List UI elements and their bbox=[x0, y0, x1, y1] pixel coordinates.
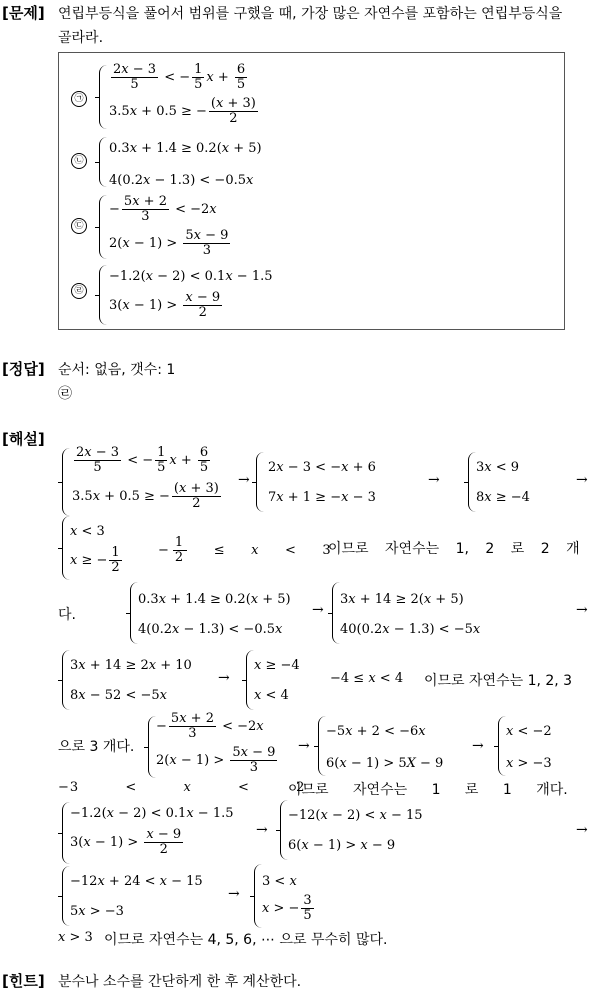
explanation-tag: [해설] bbox=[2, 430, 45, 448]
exp-3-c2: x > −3 bbox=[506, 756, 552, 771]
exp-1-d1: x < 3 bbox=[70, 524, 105, 539]
brace bbox=[99, 265, 107, 325]
option-4-ineq-2: 3(x − 1) > $\frac{x - 9}{2}$ bbox=[109, 290, 221, 320]
exp-1-c2: 8x ≥ −4 bbox=[476, 490, 530, 505]
brace bbox=[62, 516, 70, 580]
arrow: → bbox=[428, 472, 440, 488]
brace bbox=[62, 866, 70, 926]
problem-tag: [문제] bbox=[2, 4, 45, 22]
exp-3-b2: 6(x − 1) > 5X − 9 bbox=[326, 756, 444, 771]
answer-line2: ㉣ bbox=[58, 386, 72, 402]
exp-4-c1: −12x + 24 < x − 15 bbox=[70, 874, 203, 889]
option-1-ineq-2: 3.5x + 0.5 ≥ − $\frac{(x + 3)}{2}$ bbox=[109, 96, 256, 126]
exp-3-a1: − $\frac{5x + 2}{3}$ < −2x bbox=[156, 711, 264, 741]
brace bbox=[99, 137, 107, 187]
brace bbox=[99, 65, 107, 129]
brace bbox=[62, 802, 70, 864]
brace bbox=[332, 582, 340, 644]
exp-2-text: 이므로 자연수는 1, 2, 3 bbox=[424, 673, 573, 689]
exp-2-text-cont: 으로 3 개다. bbox=[58, 739, 135, 755]
exp-1-text-cont: 다. bbox=[58, 607, 76, 623]
brace bbox=[498, 716, 506, 776]
exp-4-text: 이므로 자연수는 4, 5, 6, ⋯ 으로 무수히 많다. bbox=[104, 932, 388, 948]
problem-text-line2: 골라라. bbox=[58, 30, 104, 46]
exp-2-d1: x ≥ −4 bbox=[254, 658, 300, 673]
exp-2-b2: 40(0.2x − 1.3) < −5x bbox=[340, 622, 481, 637]
exp-4-a1: −1.2(x − 2) < 0.1x − 1.5 bbox=[70, 806, 234, 821]
exp-1-range: − $\frac{1}{2}$ ≤ x < 3 bbox=[158, 535, 333, 565]
exp-2-d2: x < 4 bbox=[254, 688, 289, 703]
arrow: → bbox=[218, 670, 230, 686]
brace bbox=[256, 452, 264, 512]
exp-2-c1: 3x + 14 ≥ 2x + 10 bbox=[70, 658, 192, 673]
arrow: → bbox=[238, 472, 250, 488]
exp-3-a2: 2(x − 1) > $\frac{5x - 9}{3}$ bbox=[156, 745, 276, 775]
hint-text: 분수나 소수를 간단하게 한 후 계산한다. bbox=[58, 974, 302, 990]
exp-1-b1: 2x − 3 < −x + 6 bbox=[268, 460, 376, 475]
brace bbox=[130, 582, 138, 644]
arrow: → bbox=[576, 472, 588, 488]
arrow: → bbox=[576, 822, 588, 838]
option-1-ineq-1: $\frac{2x - 3}{5}$ < − $\frac{1}{5}$ x + $\frac{6}{5}$ bbox=[113, 62, 246, 92]
option-2-ineq-2: 4(0.2x − 1.3) < −0.5x bbox=[109, 173, 254, 188]
brace bbox=[318, 716, 326, 776]
option-label-4: ㉣ bbox=[71, 283, 87, 299]
arrow: → bbox=[298, 738, 310, 754]
option-2-ineq-1: 0.3x + 1.4 ≥ 0.2(x + 5) bbox=[109, 141, 262, 156]
exp-3-c1: x < −2 bbox=[506, 724, 552, 739]
option-3-ineq-2: 2(x − 1) > $\frac{5x - 9}{3}$ bbox=[109, 228, 229, 258]
options-box bbox=[58, 52, 565, 330]
exp-2-c2: 8x − 52 < −5x bbox=[70, 688, 167, 703]
hint-tag: [힌트] bbox=[2, 972, 45, 990]
problem-text-line1: 연립부등식을 풀어서 범위를 구했을 때, 가장 많은 자연수를 포함하는 연립부등식을 bbox=[58, 6, 563, 22]
answer-line1: 순서: 없음, 갯수: 1 bbox=[58, 362, 176, 378]
arrow: → bbox=[576, 602, 588, 618]
option-label-1: ㉠ bbox=[71, 91, 87, 107]
option-4-ineq-1: −1.2(x − 2) < 0.1x − 1.5 bbox=[109, 269, 273, 284]
exp-1-a2: 3.5x + 0.5 ≥ − $\frac{(x + 3)}{2}$ bbox=[72, 481, 219, 511]
exp-4-a2: 3(x − 1) > $\frac{x - 9}{2}$ bbox=[70, 827, 182, 857]
exp-1-d2: x ≥ − $\frac{1}{2}$ bbox=[70, 545, 120, 575]
exp-2-a1: 0.3x + 1.4 ≥ 0.2(x + 5) bbox=[138, 592, 291, 607]
brace bbox=[99, 195, 107, 259]
option-3-ineq-1: − $\frac{5x + 2}{3}$ < −2x bbox=[109, 194, 217, 224]
brace bbox=[468, 452, 476, 512]
arrow: → bbox=[472, 738, 484, 754]
exp-2-b1: 3x + 14 ≥ 2(x + 5) bbox=[340, 592, 464, 607]
exp-4-c2: 5x > −3 bbox=[70, 904, 124, 919]
exp-1-a1: $\frac{2x - 3}{5}$ < − $\frac{1}{5}$ x + $\frac{6}{5}$ bbox=[76, 445, 209, 475]
brace bbox=[62, 650, 70, 710]
exp-4-b2: 6(x − 1) > x − 9 bbox=[288, 838, 396, 853]
exp-1-c1: 3x < 9 bbox=[476, 460, 520, 475]
exp-1-text: 이므로 자연수는 1, 2 로 2 개 bbox=[328, 541, 580, 557]
brace bbox=[280, 800, 288, 860]
brace bbox=[148, 716, 156, 778]
brace bbox=[254, 864, 262, 928]
option-label-3: ㉢ bbox=[71, 218, 87, 234]
exp-4-d2: x > − $\frac{3}{5}$ bbox=[262, 893, 312, 923]
option-label-2: ㉡ bbox=[71, 153, 87, 169]
exp-4-b1: −12(x − 2) < x − 15 bbox=[288, 808, 423, 823]
brace bbox=[62, 448, 70, 516]
exp-1-b2: 7x + 1 ≥ −x − 3 bbox=[268, 490, 376, 505]
arrow: → bbox=[228, 886, 240, 902]
arrow: → bbox=[312, 602, 324, 618]
arrow: → bbox=[256, 822, 268, 838]
answer-tag: [정답] bbox=[2, 360, 45, 378]
exp-2-a2: 4(0.2x − 1.3) < −0.5x bbox=[138, 622, 283, 637]
exp-3-range: −3 < x < 2 bbox=[58, 780, 306, 795]
exp-2-range: −4 ≤ x < 4 bbox=[330, 671, 404, 686]
exp-3-b1: −5x + 2 < −6x bbox=[326, 724, 426, 739]
brace bbox=[246, 650, 254, 710]
exp-4-range: x > 3 bbox=[58, 930, 93, 945]
exp-4-d1: 3 < x bbox=[262, 874, 297, 889]
exp-3-text: 이므로 자연수는 1 로 1 개다. bbox=[288, 782, 568, 798]
